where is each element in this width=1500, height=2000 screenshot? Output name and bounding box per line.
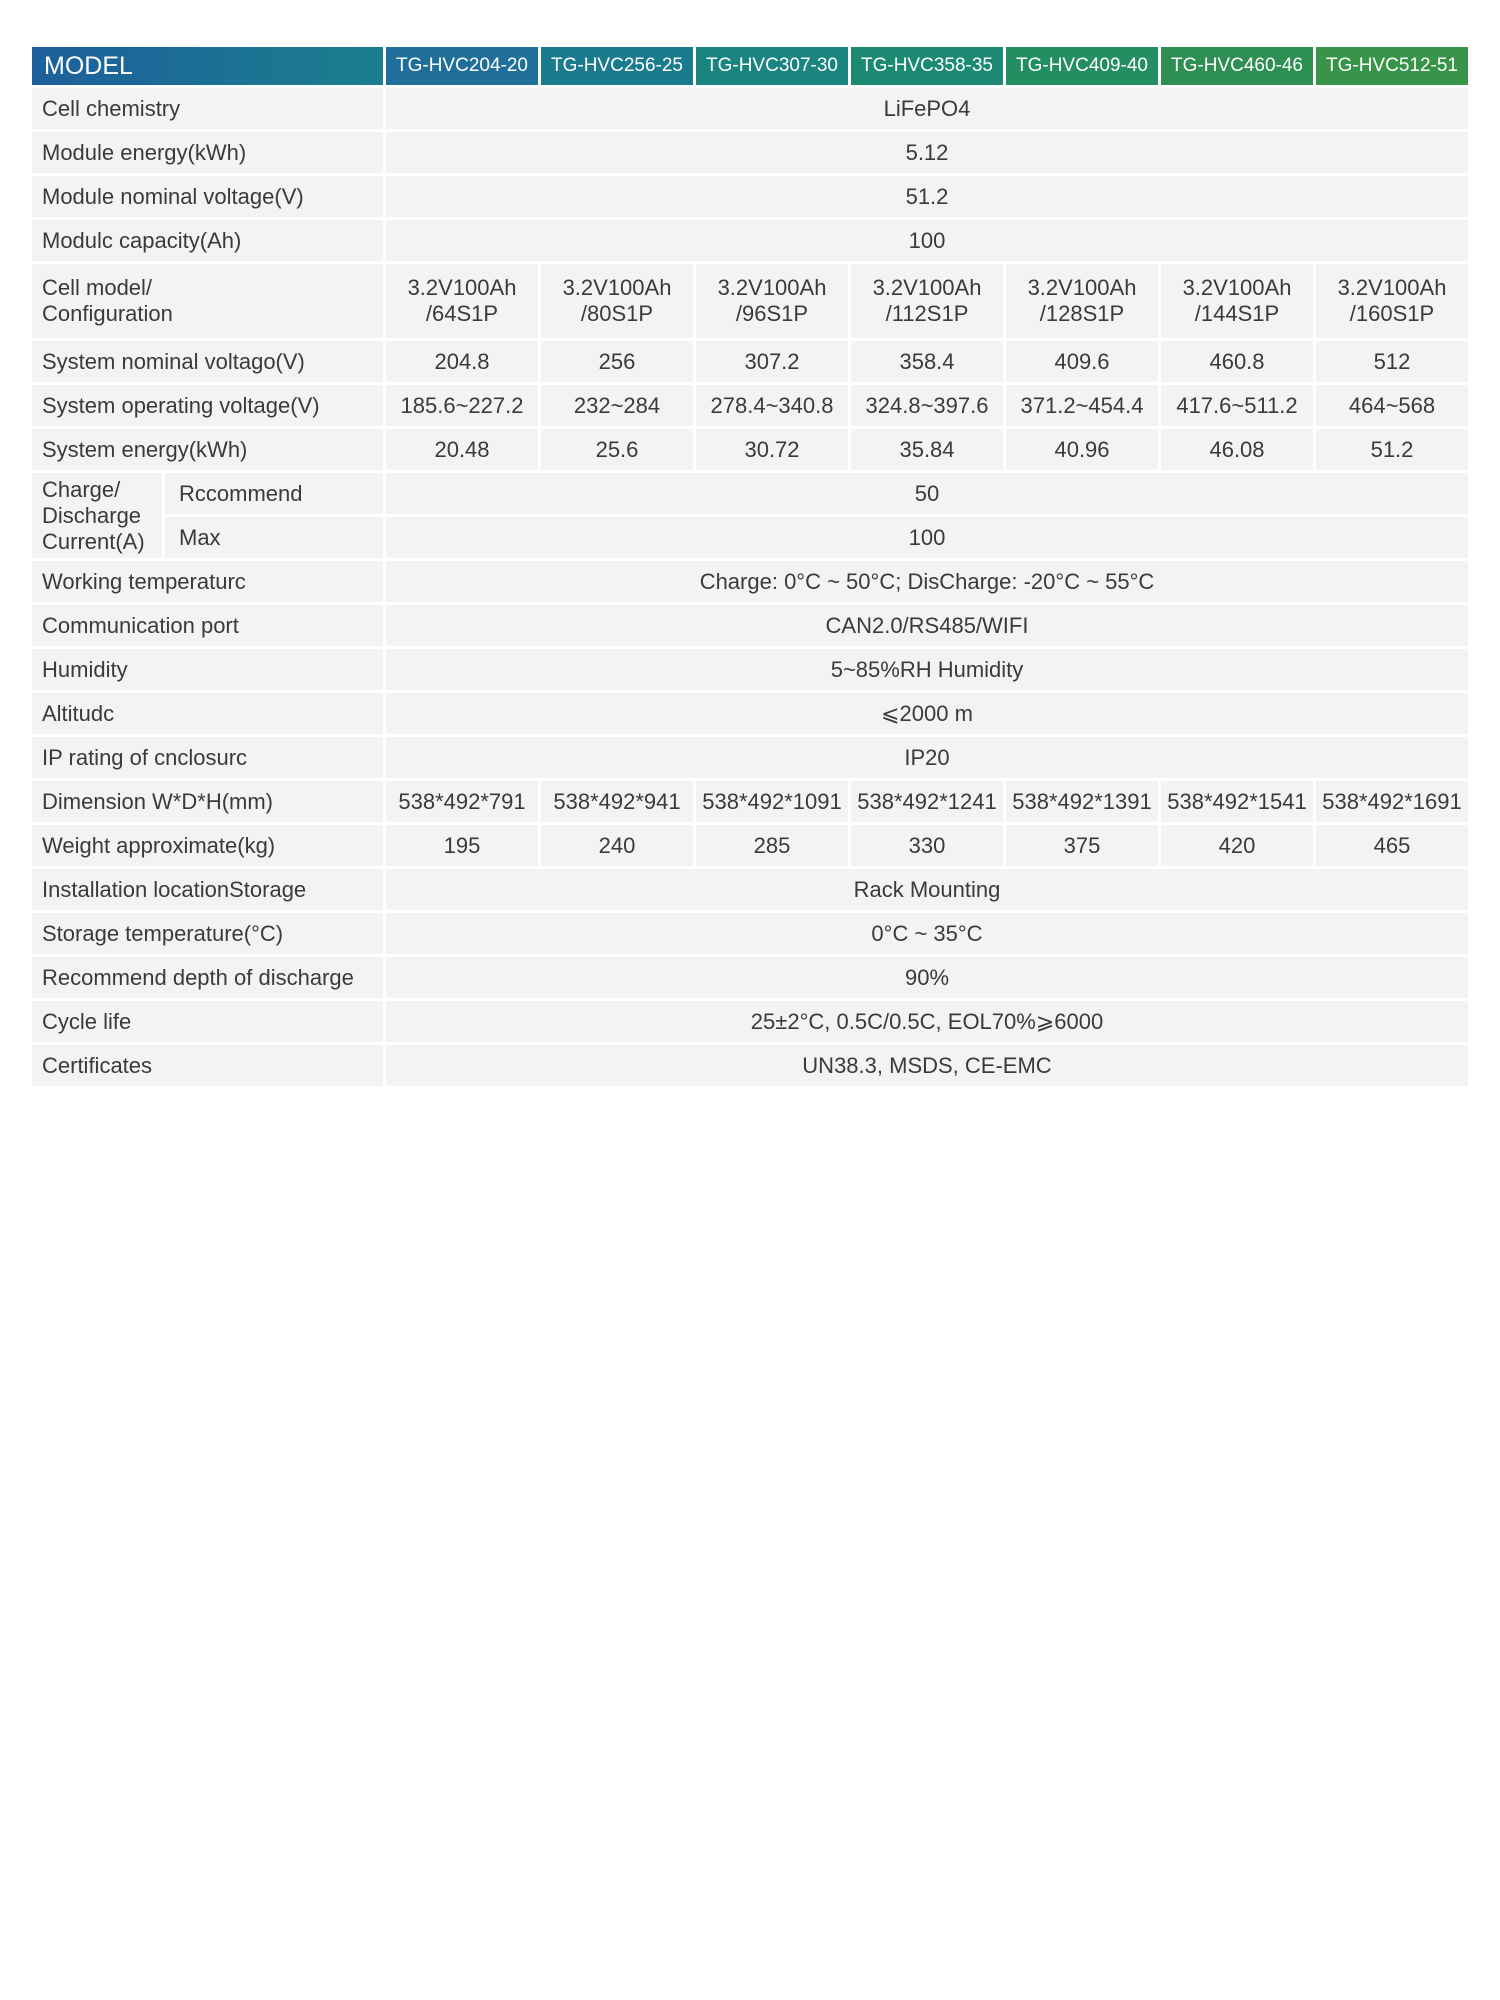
recommend-label: Rccommend [165,473,383,514]
max-label: Max [165,517,383,558]
row-working-temp [32,561,1468,602]
recommend-value: 50 [386,473,1468,514]
row-value: 195 [386,825,538,866]
cell-config [386,264,538,338]
cell-config [1316,264,1468,338]
row-value: 90% [386,957,1468,998]
row-value: 5~85%RH Humidity [386,649,1468,690]
row-value: 538*492*1691 [1316,781,1468,822]
config-text: /64S1P [425,301,499,326]
row-value: 100 [386,220,1468,261]
row-value: 51.2 [386,176,1468,217]
row-label: System nominal voltago(V) [32,341,383,382]
row-value: 538*492*1241 [851,781,1003,822]
row-label: Humidity [32,649,383,690]
cell-config [1006,264,1158,338]
row-value: IP20 [386,737,1468,778]
config-text: /128S1P [1039,301,1125,326]
config-text: /80S1P [580,301,654,326]
row-altitude [32,693,1468,734]
row-value: 25±2°C, 0.5C/0.5C, EOL70%⩾6000 [386,1001,1468,1042]
row-value: 307.2 [696,341,848,382]
row-value: LiFePO4 [386,88,1468,129]
row-label: Working temperaturc [32,561,383,602]
row-label: Certificates [32,1045,383,1086]
row-label: Weight approximate(kg) [32,825,383,866]
row-value: 358.4 [851,341,1003,382]
row-value: 232~284 [541,385,693,426]
row-label: System operating voltage(V) [32,385,383,426]
row-value: 46.08 [1161,429,1313,470]
row-label: Installation locationStorage [32,869,383,910]
model-header: MODEL [32,47,383,85]
row-certificates [32,1045,1468,1086]
header-row [32,47,1468,85]
cell-config [1161,264,1313,338]
row-value: UN38.3, MSDS, CE-EMC [386,1045,1468,1086]
cell-model-text: 3.2V100Ah [407,275,517,300]
row-label [32,264,383,338]
row-system-energy [32,429,1468,470]
config-text: /96S1P [735,301,809,326]
row-value: 538*492*1541 [1161,781,1313,822]
row-value: 465 [1316,825,1468,866]
row-label: Cell chemistry [32,88,383,129]
model-col-2: TG-HVC256-25 [541,47,693,85]
model-col-4: TG-HVC358-35 [851,47,1003,85]
row-system-voltage [32,341,1468,382]
row-dimension [32,781,1468,822]
row-label: IP rating of cnclosurc [32,737,383,778]
row-dod [32,957,1468,998]
row-cell-chemistry [32,88,1468,129]
row-value: ⩽2000 m [386,693,1468,734]
row-cell-model [32,264,1468,338]
config-text: /144S1P [1194,301,1280,326]
row-label: Module nominal voltage(V) [32,176,383,217]
row-value: 25.6 [541,429,693,470]
row-weight [32,825,1468,866]
row-label: Modulc capacity(Ah) [32,220,383,261]
row-label: Altitudc [32,693,383,734]
row-value: 538*492*791 [386,781,538,822]
row-value: 464~568 [1316,385,1468,426]
config-text: /112S1P [885,301,969,326]
row-value: 324.8~397.6 [851,385,1003,426]
label-line: Charge/ [42,476,121,502]
label-line: Cell model/ [42,275,153,300]
row-value: 371.2~454.4 [1006,385,1158,426]
row-value: 204.8 [386,341,538,382]
model-col-6: TG-HVC460-46 [1161,47,1313,85]
model-col-1: TG-HVC204-20 [386,47,538,85]
row-value: 51.2 [1316,429,1468,470]
current-label [32,473,162,558]
row-value: 538*492*1391 [1006,781,1158,822]
cell-model-text: 3.2V100Ah [1027,275,1137,300]
row-operating-voltage [32,385,1468,426]
row-module-voltage [32,176,1468,217]
row-cycle-life [32,1001,1468,1042]
row-label: Storage temperature(°C) [32,913,383,954]
cell-model-text: 3.2V100Ah [717,275,827,300]
row-label: Cycle life [32,1001,383,1042]
row-value: 185.6~227.2 [386,385,538,426]
model-col-3: TG-HVC307-30 [696,47,848,85]
row-value: 285 [696,825,848,866]
config-text: /160S1P [1349,301,1435,326]
row-comm-port [32,605,1468,646]
row-label: Dimension W*D*H(mm) [32,781,383,822]
row-value: Charge: 0°C ~ 50°C; DisCharge: -20°C ~ 55°C [386,561,1468,602]
row-ip-rating [32,737,1468,778]
row-label: Communication port [32,605,383,646]
max-value: 100 [386,517,1468,558]
row-current-max [32,517,1468,558]
row-storage-temp [32,913,1468,954]
row-installation [32,869,1468,910]
row-value: 460.8 [1161,341,1313,382]
label-line: Configuration [42,301,173,326]
cell-config [851,264,1003,338]
row-value: 420 [1161,825,1313,866]
row-value: 375 [1006,825,1158,866]
row-value: 20.48 [386,429,538,470]
row-value: 240 [541,825,693,866]
cell-config [696,264,848,338]
row-value: CAN2.0/RS485/WIFI [386,605,1468,646]
row-value: 278.4~340.8 [696,385,848,426]
cell-model-text: 3.2V100Ah [1337,275,1447,300]
cell-model-text: 3.2V100Ah [1182,275,1292,300]
row-value: 512 [1316,341,1468,382]
row-value: 256 [541,341,693,382]
row-value: 409.6 [1006,341,1158,382]
row-value: 538*492*941 [541,781,693,822]
row-humidity [32,649,1468,690]
row-value: 0°C ~ 35°C [386,913,1468,954]
row-module-energy [32,132,1468,173]
row-value: 5.12 [386,132,1468,173]
row-module-capacity [32,220,1468,261]
row-value: 417.6~511.2 [1161,385,1313,426]
model-col-7: TG-HVC512-51 [1316,47,1468,85]
row-value: 40.96 [1006,429,1158,470]
row-current-recommend [32,473,1468,514]
row-value: 538*492*1091 [696,781,848,822]
cell-model-text: 3.2V100Ah [872,275,982,300]
cell-model-text: 3.2V100Ah [562,275,672,300]
cell-config [541,264,693,338]
row-label: Module energy(kWh) [32,132,383,173]
label-line: Current(A) [42,528,145,554]
label-line: Discharge [42,502,142,528]
row-value: 35.84 [851,429,1003,470]
model-col-5: TG-HVC409-40 [1006,47,1158,85]
row-label: Recommend depth of discharge [32,957,383,998]
row-label: System energy(kWh) [32,429,383,470]
row-value: 330 [851,825,1003,866]
spec-table [29,44,1471,1089]
spec-table-container [29,44,1471,1089]
row-value: 30.72 [696,429,848,470]
row-value: Rack Mounting [386,869,1468,910]
